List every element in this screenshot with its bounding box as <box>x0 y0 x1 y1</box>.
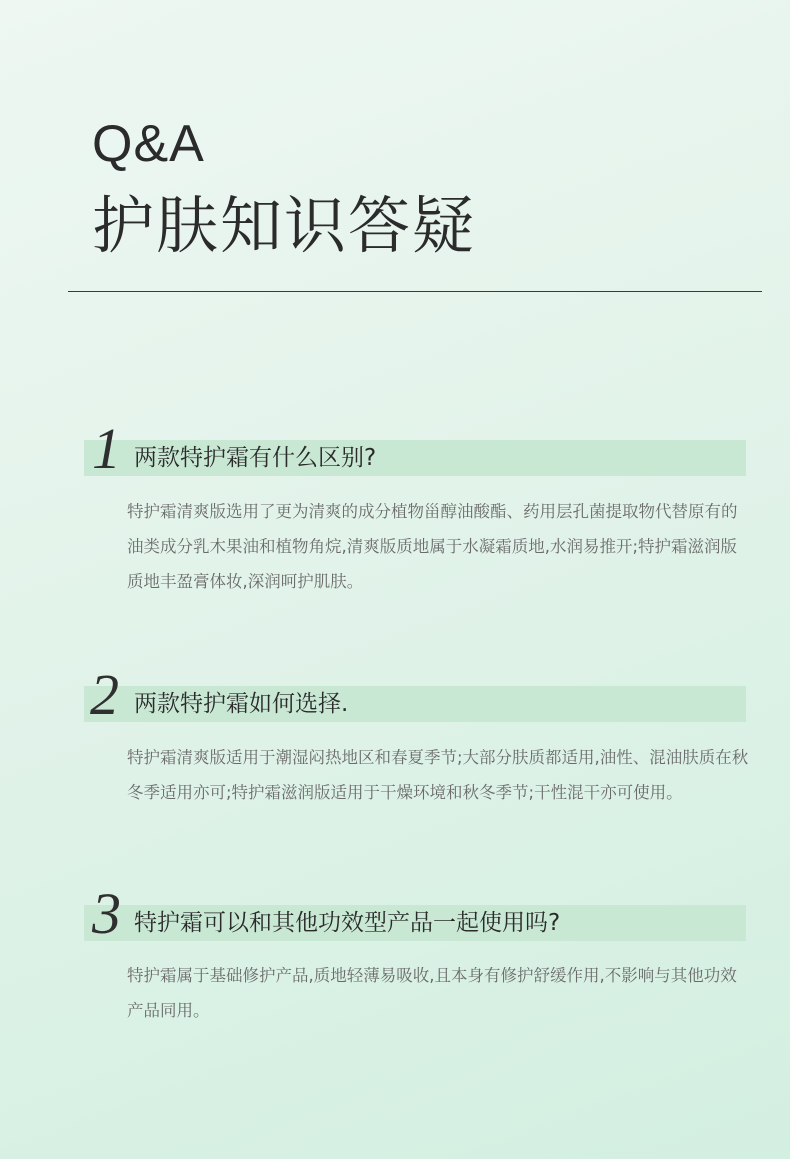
answer-text: 特护霜清爽版适用于潮湿闷热地区和春夏季节;大部分肤质都适用,油性、混油肤质在秋冬季适用亦可;特护霜滋润版适用于干燥环境和秋冬季节;干性混干亦可使用。 <box>127 748 749 802</box>
question-text: 特护霜可以和其他功效型产品一起使用吗? <box>134 910 561 936</box>
answer-text: 特护霜属于基础修护产品,质地轻薄易吸收,且本身有修护舒缓作用,不影响与其他功效产品同用。 <box>127 966 737 1020</box>
question-number: 1 <box>92 416 121 481</box>
eyebrow-title: Q&A <box>92 115 205 173</box>
answer-text: 特护霜清爽版选用了更为清爽的成分植物甾醇油酸酯、药用层孔菌提取物代替原有的油类成分乳木果油和植物角烷,清爽版质地属于水凝霜质地,水润易推开;特护霜滋润版质地丰盈膏体妆,深润呵护肌肤。 <box>127 502 738 591</box>
question-text: 两款特护霜如何选择. <box>134 691 349 717</box>
page-title: 护肤知识答疑 <box>92 189 477 262</box>
question-number: 2 <box>90 662 119 727</box>
title-divider <box>68 291 762 292</box>
question-number: 3 <box>92 881 121 946</box>
question-text: 两款特护霜有什么区别? <box>134 445 377 471</box>
